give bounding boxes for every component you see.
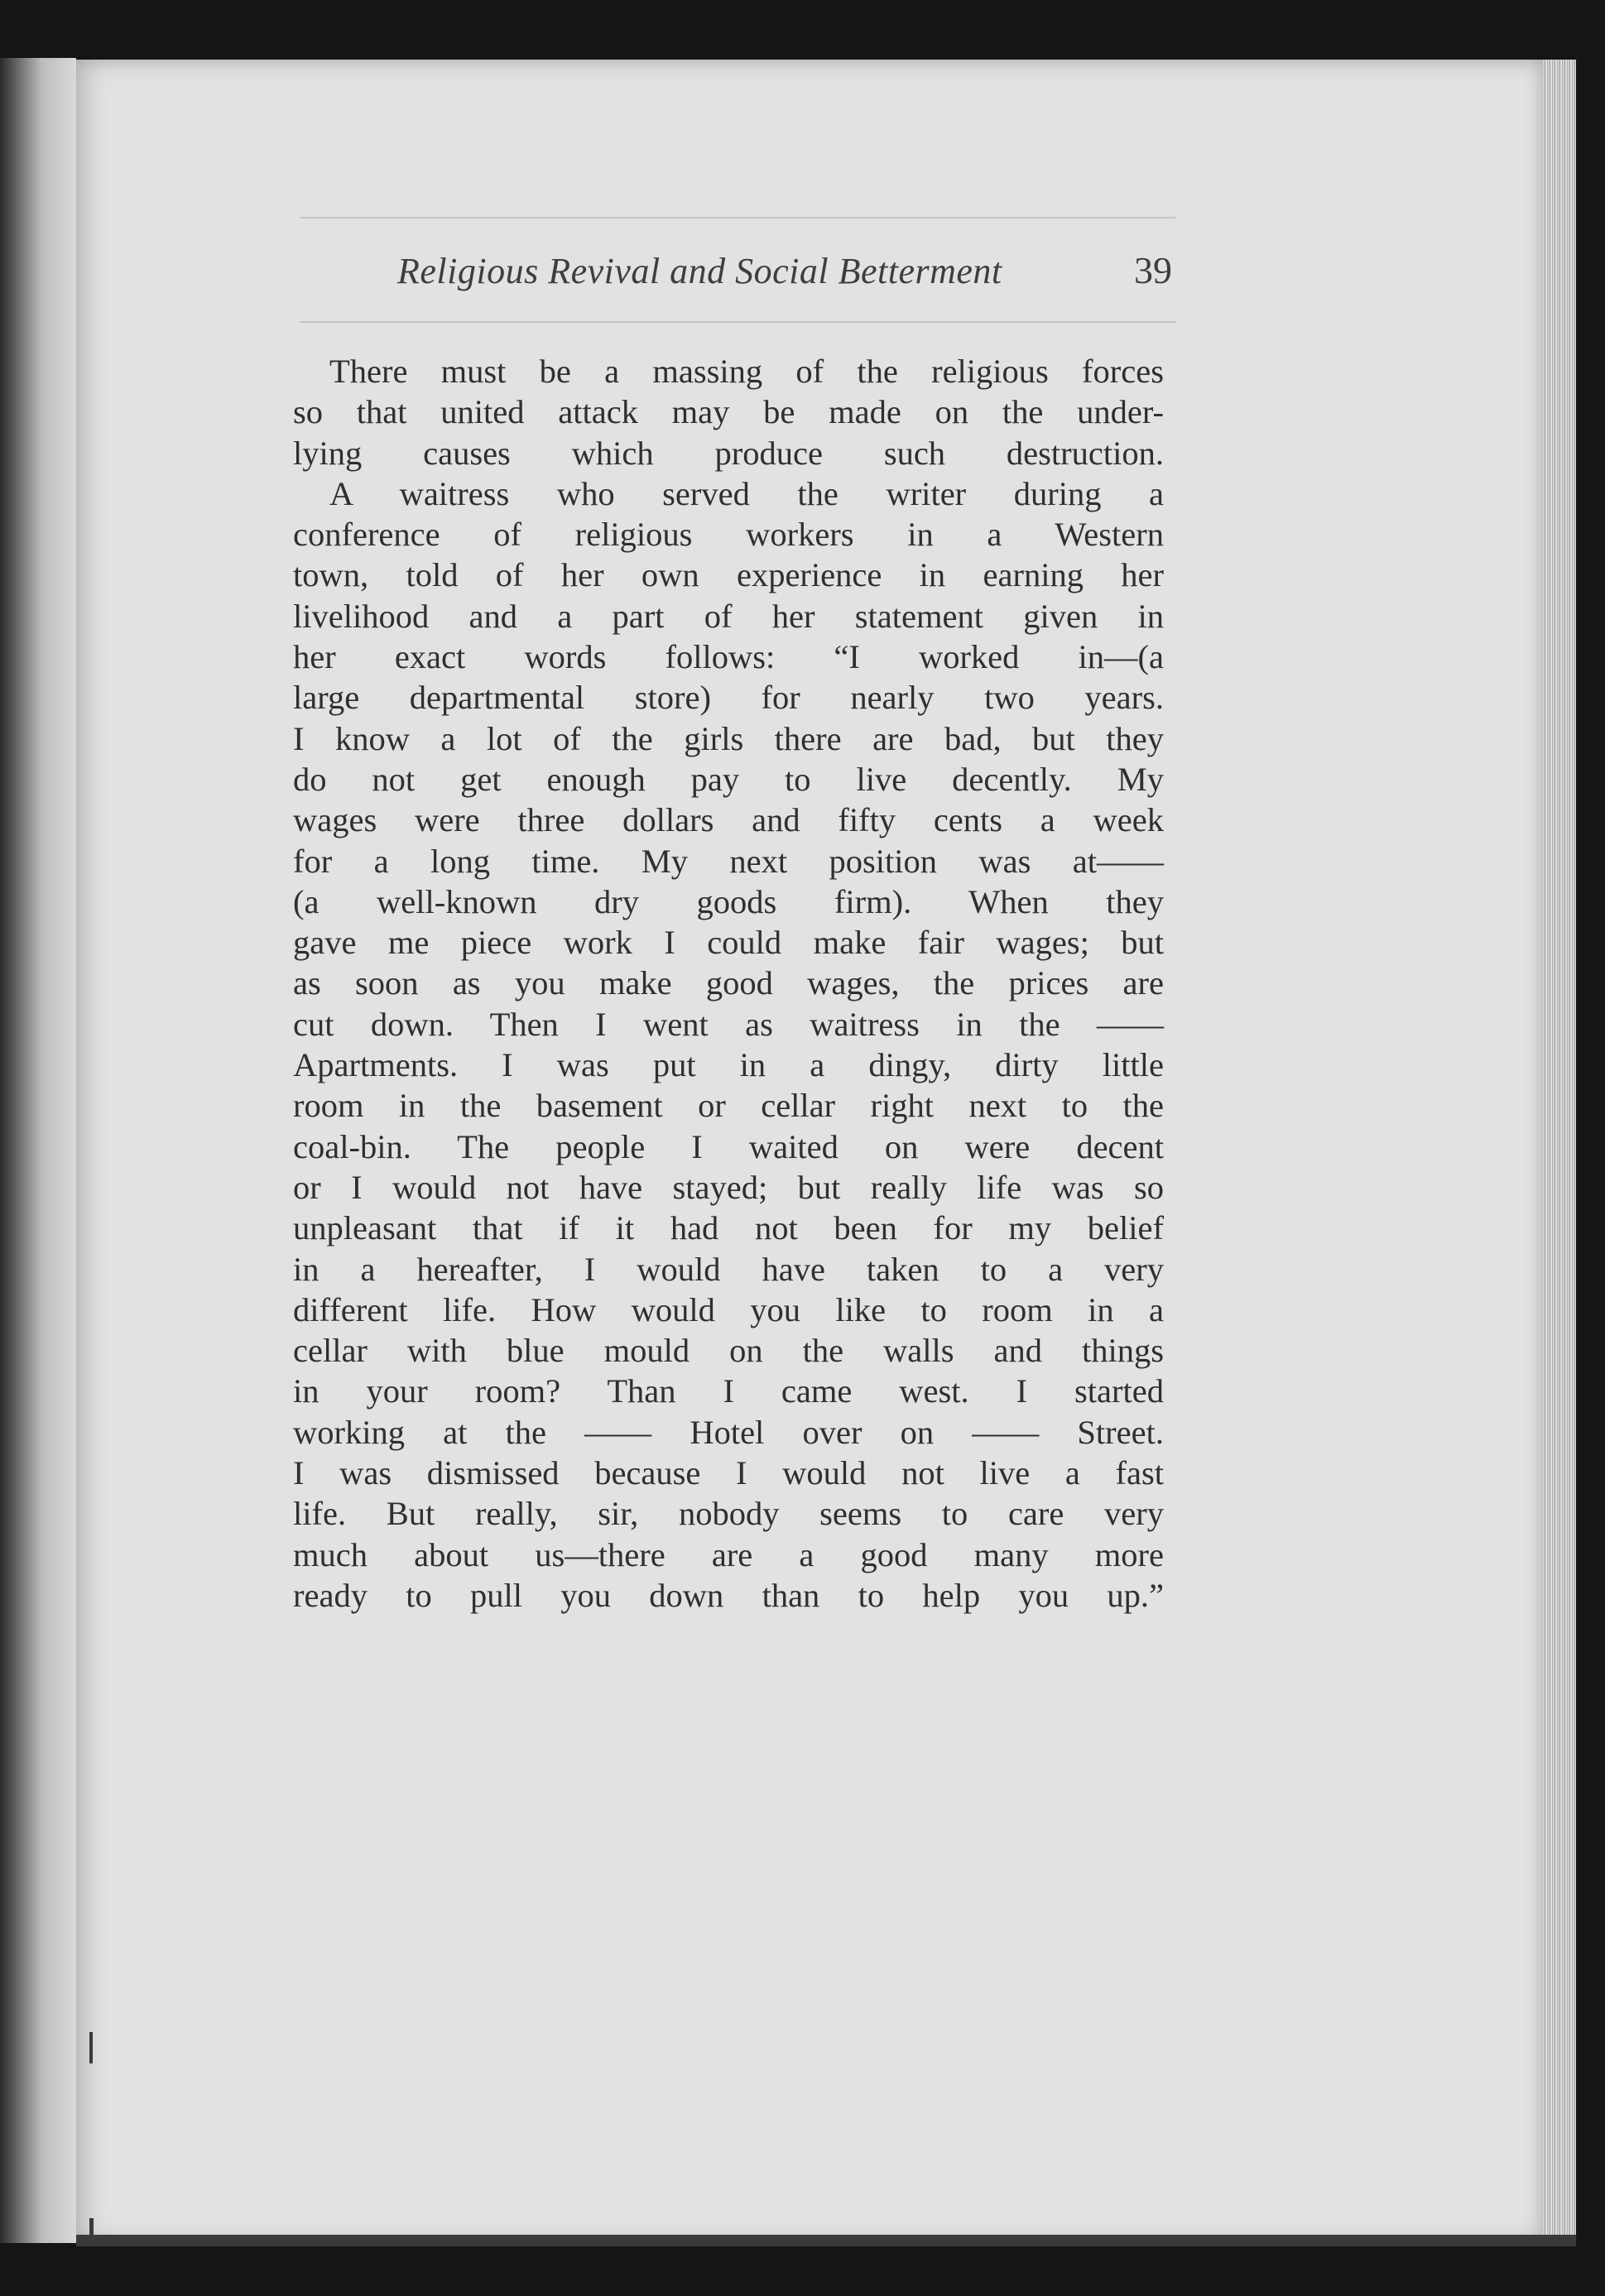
text-line: do not get enough pay to live decently. My xyxy=(293,760,1164,798)
body-text xyxy=(293,351,1164,1616)
text-line: I know a lot of the girls there are bad, but they xyxy=(293,719,1164,757)
scan-speck xyxy=(89,2218,94,2243)
text-line: conference of religious workers in a Western xyxy=(293,516,1164,554)
page-block-edge xyxy=(1543,60,1576,2243)
text-line: in your room? Than I came west. I started xyxy=(293,1372,1164,1410)
text-line: Apartments. I was put in a dingy, dirty little xyxy=(293,1046,1164,1084)
text-line: unpleasant that if it had not been for my belief xyxy=(293,1209,1164,1247)
text-line: for a long time. My next position was at—— xyxy=(293,842,1164,880)
text-line: ready to pull you down than to help you up.” xyxy=(293,1576,1164,1614)
text-line: as soon as you make good wages, the prices are xyxy=(293,964,1164,1002)
text-line: A waitress who served the writer during a xyxy=(329,474,1164,512)
page-bottom-edge xyxy=(76,2235,1576,2246)
page-number: 39 xyxy=(1134,249,1172,291)
text-line: I was dismissed because I would not live a fast xyxy=(293,1454,1164,1492)
text-line: her exact words follows: “I worked in—(a xyxy=(293,638,1164,676)
text-line: cellar with blue mould on the walls and things xyxy=(293,1332,1164,1370)
text-line: There must be a massing of the religious forces xyxy=(329,353,1164,390)
text-line: (a well-known dry goods firm). When they xyxy=(293,882,1164,920)
text-line: gave me piece work I could make fair wages; but xyxy=(293,924,1164,962)
text-line: livelihood and a part of her statement given in xyxy=(293,597,1164,635)
running-head xyxy=(300,217,1175,323)
facing-page-edge xyxy=(0,58,76,2243)
text-line: life. But really, sir, nobody seems to care very xyxy=(293,1495,1164,1533)
text-line: or I would not have stayed; but really life was so xyxy=(293,1168,1164,1206)
text-line: different life. How would you like to room in a xyxy=(293,1290,1164,1328)
text-line: room in the basement or cellar right next to the xyxy=(293,1087,1164,1125)
text-line: coal-bin. The people I waited on were decent xyxy=(293,1127,1164,1165)
scan-speck xyxy=(89,2032,93,2063)
text-line: cut down. Then I went as waitress in the —— xyxy=(293,1005,1164,1043)
text-line: large departmental store) for nearly two years. xyxy=(293,679,1164,717)
text-line: wages were three dollars and fifty cents a week xyxy=(293,801,1164,839)
running-head-title: Religious Revival and Social Betterment xyxy=(397,251,1002,291)
text-line: town, told of her own experience in earning her xyxy=(293,556,1164,594)
text-line: much about us—there are a good many more xyxy=(293,1535,1164,1573)
text-line: so that united attack may be made on the under- xyxy=(293,393,1164,431)
text-line: working at the —— Hotel over on —— Street. xyxy=(293,1413,1164,1451)
text-line: in a hereafter, I would have taken to a very xyxy=(293,1250,1164,1288)
text-line: lying causes which produce such destruction. xyxy=(293,434,1164,472)
